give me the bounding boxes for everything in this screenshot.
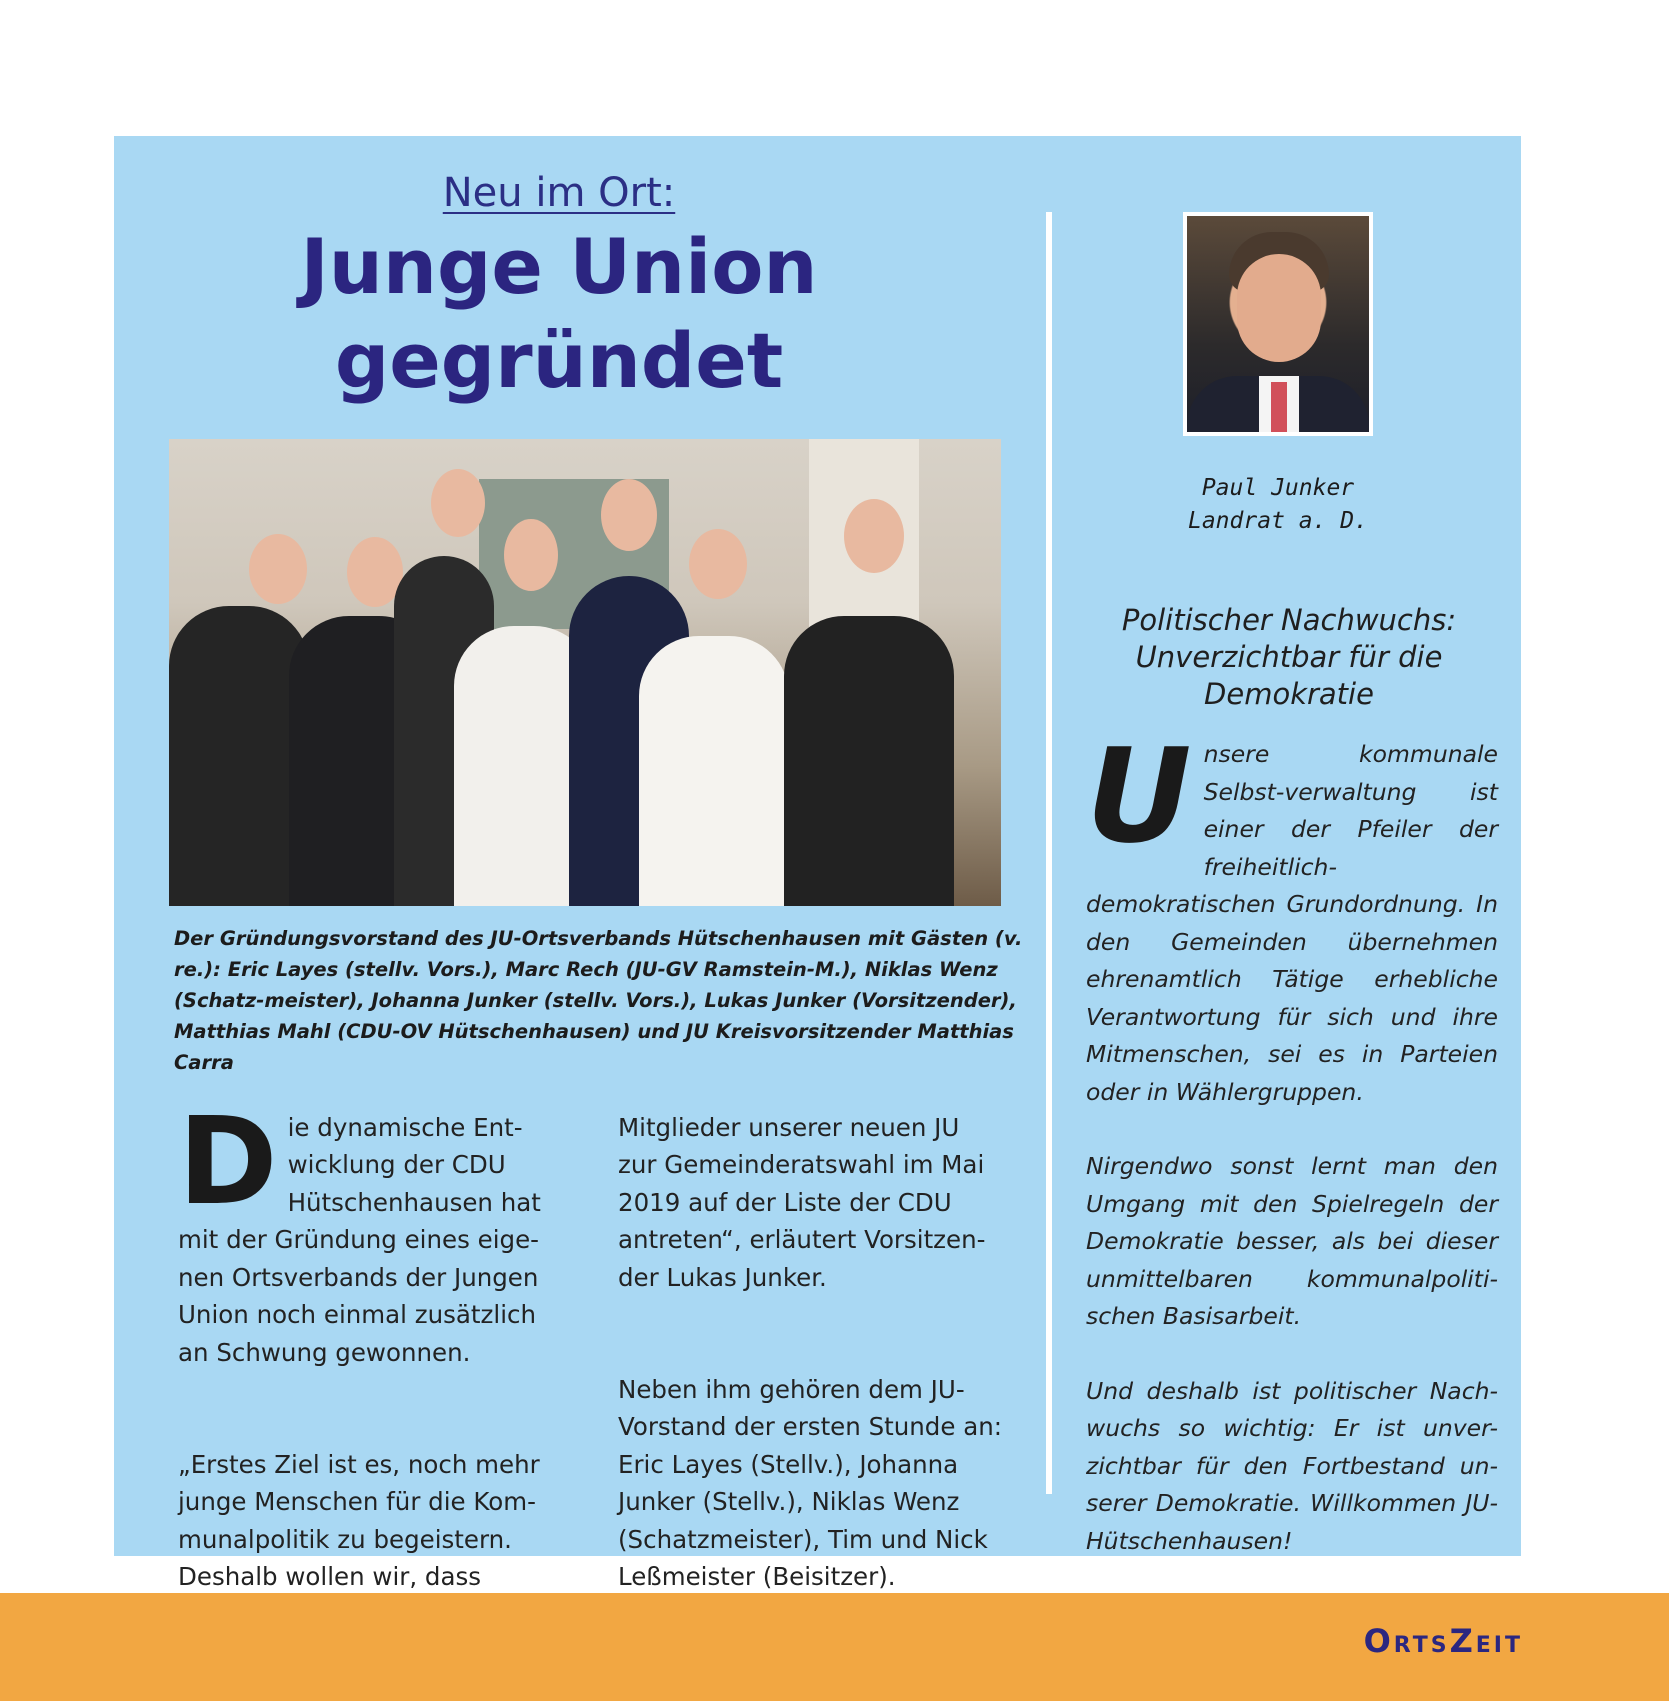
person-head	[249, 534, 307, 604]
article-title-line1: Junge Union	[300, 222, 818, 311]
group-photo	[169, 439, 1001, 906]
column-divider	[1046, 212, 1052, 1494]
photo-caption: Der Gründungsvorstand des JU-Ortsverbands Hütschenhausen mit Gästen (v. re.): Eric Layes (stellv. Vors.), Marc Rech (JU-GV Ramstein-M.), Niklas Wenz (Schatz-meister), Johanna Junker (stellv. Vors.), Lukas Junker (Vorsitzender), Matthias Mahl (CDU-OV Hütschenhausen) und JU Kreisvorsitzender Matthias Carra	[174, 927, 1023, 1074]
sidebar-paragraph: nsere kommunale Selbst-verwaltung ist einer der Pfeiler der freiheitlich-demokratischen Grundordnung. In den Gemeinden übernehmen ehrenamtlich Tätige erhebliche Verantwortung für sich und ihre Mitmenschen, sei es in Parteien oder in Wählergruppen.	[1086, 740, 1498, 1106]
sidebar-dropcap: U	[1086, 720, 1192, 872]
sidebar-paragraph: Nirgendwo sonst lernt man den Umgang mit den Spielregeln der Demokratie besser, als bei dieser unmittelbaren kommunalpoliti-schen Basisarbeit.	[1086, 1152, 1498, 1330]
person-head	[844, 499, 904, 573]
article-title	[114, 220, 1004, 408]
person-head	[689, 529, 747, 599]
article-kicker: Neu im Ort:	[442, 170, 676, 216]
sidebar-paragraph: Und deshalb ist politischer Nach-wuchs so wichtig: Er ist unver-zichtbar für den Fortbestand un-serer Demokratie. Willkommen JU-Hütschenhausen!	[1086, 1376, 1498, 1555]
sidebar-heading: Politischer Nachwuchs: Unverzichtbar für die Demokratie	[1121, 603, 1457, 711]
article-panel	[114, 136, 1521, 1591]
article-paragraph: „Erstes Ziel ist es, noch mehr junge Menschen für die Kom- munalpolitik zu begeistern. Deshalb wollen wir, dass	[178, 1449, 540, 1591]
article-paragraph: ie dynamische Ent- wicklung der CDU Hütschenhausen hat mit der Gründung eines eige- nen Ortsverbands der Jungen Union noch einmal zusätzlich an Schwung gewonnen.	[178, 1112, 541, 1367]
portrait-image	[1187, 216, 1369, 432]
portrait-photo	[1183, 212, 1373, 436]
person-figure	[169, 606, 309, 906]
sidebar-text	[1086, 720, 1498, 1560]
article-paragraph: Mitglieder unserer neuen JU zur Gemeinderatswahl im Mai 2019 auf der Liste der CDU antreten“, erläutert Vorsitzen- der Lukas Junker.	[618, 1112, 986, 1292]
article-column-1	[178, 1071, 548, 1633]
portrait-role: Landrat a. D.	[1187, 508, 1368, 534]
article-column-2	[618, 1071, 1008, 1596]
brand-logo: OrtsZeit	[1363, 1622, 1523, 1660]
person-head	[504, 519, 558, 591]
person-figure	[639, 636, 789, 906]
article-title-line2: gegründet	[334, 316, 784, 405]
article-paragraph: Neben ihm gehören dem JU- Vorstand der ersten Stunde an: Eric Layes (Stellv.), Johanna Junker (Stellv.), Niklas Wenz (Schatzmeister), Tim und Nick Leßmeister (Beisitzer).	[618, 1374, 1002, 1591]
portrait-name: Paul Junker	[1201, 475, 1355, 501]
portrait-caption	[1144, 472, 1412, 538]
article-dropcap: D	[178, 1092, 278, 1232]
person-figure	[784, 616, 954, 906]
person-head	[601, 479, 657, 551]
person-head	[431, 469, 485, 537]
